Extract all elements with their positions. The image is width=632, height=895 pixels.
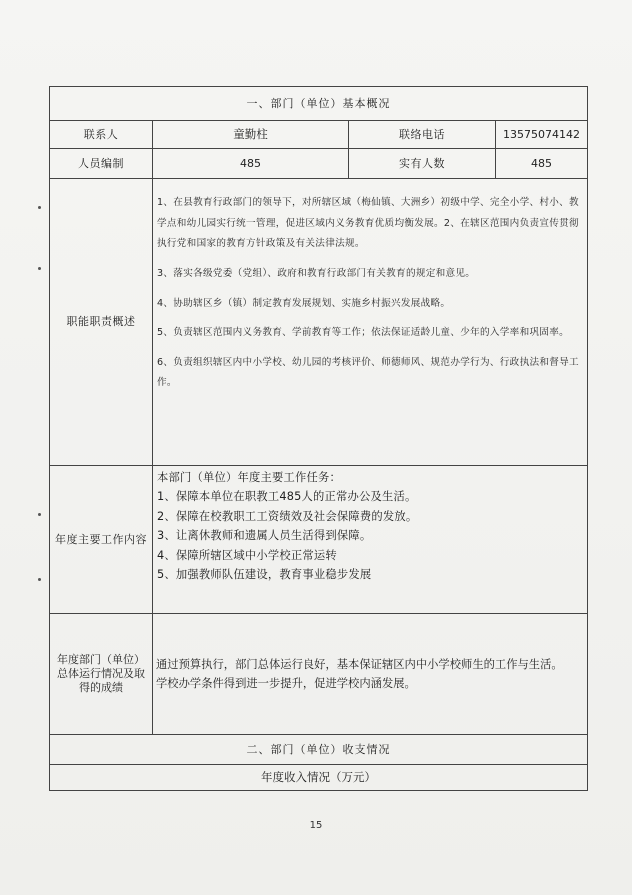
result-line: 学校办学条件得到进一步提升，促进学校内涵发展。	[156, 677, 416, 690]
task-line: 2、保障在校教职工工资绩效及社会保障费的发放。	[157, 509, 418, 523]
income-title-row	[50, 765, 588, 791]
phone-value: 13575074142	[496, 121, 588, 149]
actual-staff-value: 485	[496, 149, 588, 179]
duties-row	[50, 179, 588, 466]
tasks-label: 年度主要工作内容	[50, 466, 153, 614]
section2-title: 二、部门（单位）收支情况	[50, 735, 588, 765]
duty-line: 学点和幼儿园实行统一管理，促进区域内义务教育优质均衡发展。2、在辖区范围内负责宣传贯彻	[157, 217, 579, 229]
contact-label: 联系人	[50, 121, 153, 149]
tasks-content	[153, 466, 588, 614]
result-label-line: 总体运行情况及取	[57, 667, 145, 681]
result-row	[50, 614, 588, 735]
section1-title: 一、部门（单位）基本概况	[50, 87, 588, 121]
duty-line: 执行党和国家的教育方针政策及有关法律法规。	[157, 238, 365, 250]
task-line: 5、加强教师队伍建设，教育事业稳步发展	[157, 568, 372, 582]
page-number: 15	[309, 820, 323, 831]
task-line: 3、让离休教师和遗属人员生活得到保障。	[157, 529, 372, 543]
staff-value: 485	[153, 149, 349, 179]
scan-speck	[38, 578, 41, 581]
phone-label: 联络电话	[349, 121, 496, 149]
result-label-line: 得的成绩	[79, 680, 123, 694]
task-line: 本部门（单位）年度主要工作任务：	[157, 471, 341, 484]
task-line: 4、保障所辖区域中小学校正常运转	[157, 548, 337, 562]
result-line: 通过预算执行，部门总体运行良好，基本保证辖区内中小学校师生的工作与生活。	[156, 657, 563, 671]
duty-line: 6、负责组织辖区内中小学校、幼儿园的考核评价、师德师风、规范办学行为、行政执法和督导工	[157, 356, 579, 368]
actual-staff-label: 实有人数	[349, 149, 496, 179]
overview-table	[49, 86, 588, 791]
contact-name: 童勤柱	[153, 121, 349, 149]
section1-title-row	[50, 87, 588, 121]
income-title: 年度收入情况（万元）	[50, 765, 588, 791]
duty-line: 3、落实各级党委（党组）、政府和教育行政部门有关教育的规定和意见。	[157, 267, 476, 279]
scan-speck	[38, 267, 41, 270]
scan-speck	[38, 206, 41, 209]
duty-line: 5、负责辖区范围内义务教育、学前教育等工作；依法保证适龄儿童、少年的入学率和巩固率。	[157, 327, 570, 339]
duty-line: 4、协助辖区乡（镇）制定教育发展规划、实施乡村振兴发展战略。	[157, 297, 451, 309]
duties-label: 职能职责概述	[50, 179, 153, 466]
result-content	[153, 614, 588, 735]
staff-label: 人员编制	[50, 149, 153, 179]
duty-line: 作。	[157, 377, 177, 389]
duty-line: 1、在县教育行政部门的领导下，对所辖区域（梅仙镇、大洲乡）初级中学、完全小学、村小、教	[157, 197, 579, 208]
result-label-line: 年度部门（单位）	[57, 653, 145, 667]
contact-row	[50, 121, 588, 149]
tasks-row	[50, 466, 588, 614]
duties-content	[153, 179, 588, 466]
scan-speck	[38, 513, 41, 516]
section2-title-row	[50, 735, 588, 765]
result-label	[50, 614, 153, 735]
task-line: 1、保障本单位在职教工485人的正常办公及生活。	[157, 490, 417, 504]
staff-row	[50, 149, 588, 179]
